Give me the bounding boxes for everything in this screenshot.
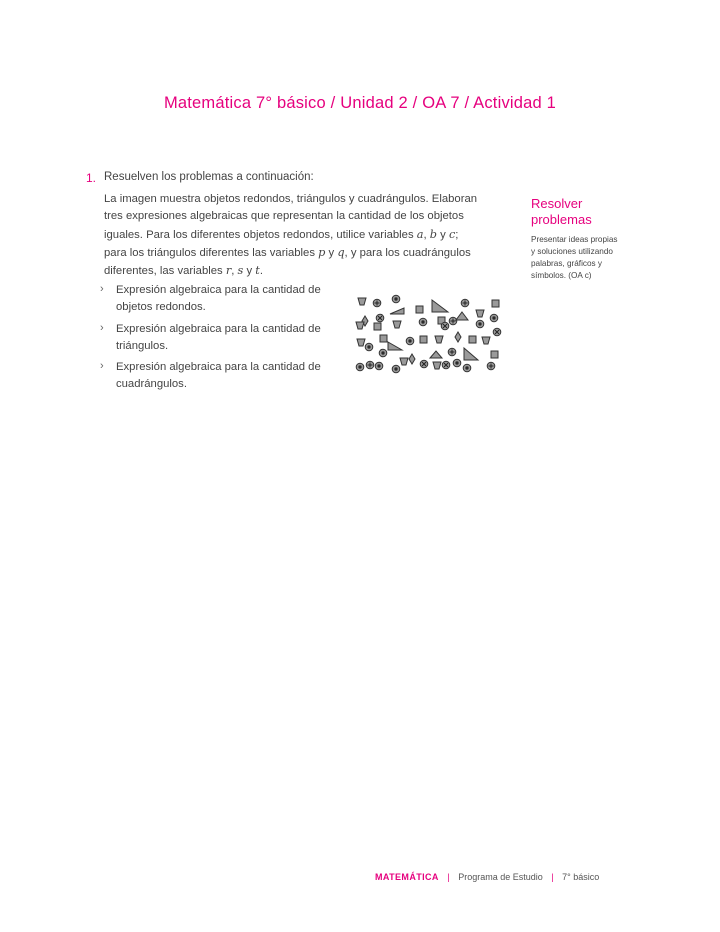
chevron-right-icon: ›: [100, 360, 104, 373]
square-shape: [491, 351, 498, 358]
chevron-right-icon: ›: [100, 321, 104, 334]
paragraph-line: iguales. Para los diferentes objetos redondos, utilice variables a, b y c;: [104, 227, 459, 241]
paragraph-line: La imagen muestra objetos redondos, triángulos y cuadrángulos. Elaboran: [104, 193, 478, 205]
paragraph-line: para los triángulos diferentes las variables p y q, y para los cuadrángulos: [104, 245, 471, 259]
trapezoid-shape: [393, 321, 401, 328]
bullet-text: Expresión algebraica para la cantidad de: [116, 322, 321, 335]
skill-title: [531, 196, 641, 228]
rhombus-shape: [409, 354, 415, 364]
bullet-list: [100, 282, 340, 398]
footer-separator: |: [447, 872, 450, 882]
footer-separator: |: [551, 872, 554, 882]
skill-description-line: y soluciones utilizando: [531, 247, 613, 256]
trapezoid-shape: [358, 298, 366, 305]
activity-number: 1.: [86, 171, 97, 185]
page-footer: [375, 872, 599, 882]
rhombus-shape: [455, 332, 461, 342]
footer-program: Programa de Estudio: [458, 872, 543, 882]
skill-description-line: símbolos. (OA c): [531, 271, 592, 280]
bullet-item: [100, 282, 340, 317]
bullet-item: [100, 359, 340, 394]
variable-symbol: a: [416, 227, 424, 241]
square-shape: [420, 336, 427, 343]
shapes-figure: [352, 292, 504, 380]
bullet-text: objetos redondos.: [116, 301, 206, 314]
page-title: Matemática 7° básico / Unidad 2 / OA 7 / Actividad 1: [163, 94, 557, 112]
variable-symbol: q: [337, 245, 345, 259]
square-shape: [469, 336, 476, 343]
skill-description-line: Presentar ideas propias: [531, 235, 618, 244]
skill-description-line: palabras, gráficos y: [531, 259, 602, 268]
bullet-item: [100, 321, 340, 356]
trapezoid-shape: [433, 362, 441, 369]
trapezoid-shape: [482, 337, 490, 344]
skill-title-line: Resolver: [531, 196, 583, 211]
right-triangle-shape: [432, 300, 448, 312]
trapezoid-shape: [400, 358, 408, 365]
footer-grade: 7° básico: [562, 872, 600, 882]
bullet-text: triángulos.: [116, 339, 169, 352]
triangle-shape: [456, 312, 468, 320]
chevron-right-icon: ›: [100, 283, 104, 295]
trapezoid-shape: [435, 336, 443, 343]
right-triangle-shape: [464, 348, 478, 360]
variable-symbol: r: [225, 264, 232, 278]
shapes-illustration: [352, 292, 504, 385]
skill-description: [531, 234, 641, 282]
trapezoid-shape: [357, 339, 365, 346]
square-shape: [416, 306, 423, 313]
variable-symbol: b: [429, 227, 437, 241]
square-shape: [380, 335, 387, 342]
bullet-text: Expresión algebraica para la cantidad de: [116, 361, 321, 374]
variable-symbol: c: [448, 227, 456, 241]
bullet-text: Expresión algebraica para la cantidad de: [116, 284, 321, 296]
skill-title-line: problemas: [531, 212, 592, 227]
triangle-shape: [390, 308, 404, 314]
paragraph-line: diferentes, las variables r, s y t.: [104, 264, 263, 278]
triangle-shape: [430, 351, 442, 358]
activity-paragraph: [104, 191, 504, 280]
trapezoid-shape: [356, 322, 364, 329]
right-triangle-shape: [388, 342, 402, 350]
paragraph-line: tres expresiones algebraicas que representan la cantidad de los objetos: [104, 210, 464, 223]
trapezoid-shape: [476, 310, 484, 317]
variable-symbol: t: [255, 264, 260, 278]
sidebar-skill: [531, 196, 641, 282]
variable-symbol: s: [237, 264, 244, 278]
square-shape: [374, 323, 381, 330]
variable-symbol: p: [318, 245, 326, 259]
footer-brand: MATEMÁTICA: [375, 872, 439, 882]
square-shape: [492, 300, 499, 307]
bullet-text: cuadrángulos.: [116, 378, 187, 391]
activity-heading: Resuelven los problemas a continuación:: [104, 171, 314, 183]
